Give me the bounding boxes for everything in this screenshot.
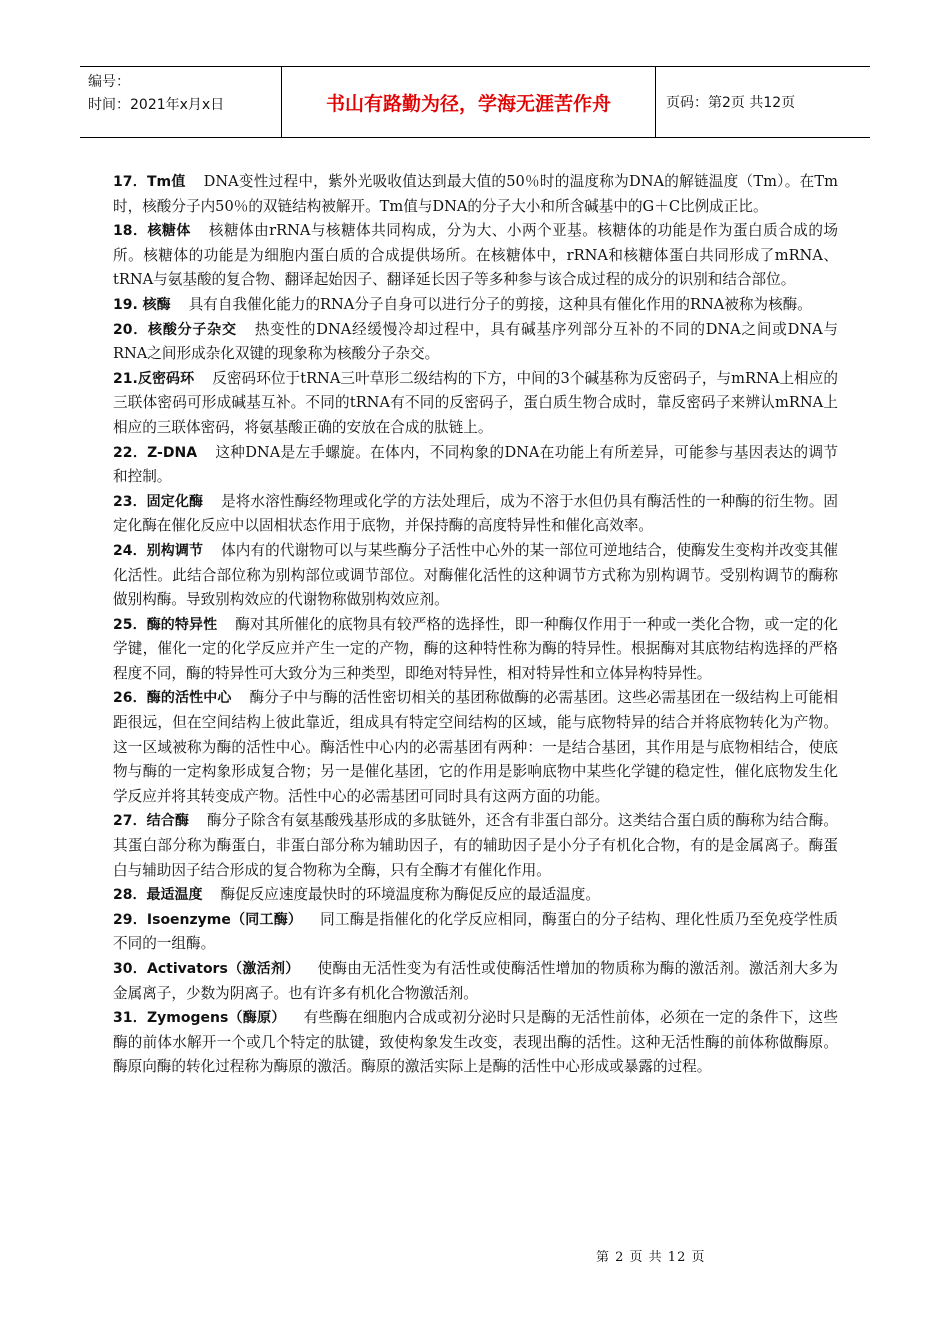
- entry-term: 24．别构调节: [113, 542, 204, 559]
- entry-29: [113, 908, 838, 957]
- entry-text: 热变性的DNA经缓慢冷却过程中，具有碱基序列部分互补的不同的DNA之间或DNA与RNA之间形成杂化双键的现象称为核酸分子杂交。: [113, 320, 839, 363]
- entry-text: 酶分子中与酶的活性密切相关的基团称做酶的必需基团。这些必需基团在一级结构上可能相距很远，但在空间结构上彼此靠近，组成具有特定空间结构的区域，能与底物特异的结合并将底物转化为产物。这一区域被称为酶的活性中心。酶活性中心内的必需基团有两种：一是结合基团，其作用是与底物相结合，使底物与酶的一定构象形成复合物；另一是催化基团，它的作用是影响底物中某些化学键的稳定性，催化底物发生化学反应并将其转变成产物。活性中心的必需基团可同时具有这两方面的功能。: [113, 689, 838, 805]
- entry-text: 反密码环位于tRNA三叶草形二级结构的下方，中间的3个碱基称为反密码子，与mRNA上相应的三联体密码可形成碱基互补。不同的tRNA有不同的反密码子，蛋白质生物合成时，靠反密码子来辨认mRNA上相应的三联体密码，将氨基酸正确的安放在合成的肽链上。: [113, 369, 838, 436]
- entry-23: [113, 490, 838, 539]
- entry-26: [113, 686, 838, 809]
- entry-term: 28．最适温度: [113, 887, 203, 904]
- entry-term: 23．固定化酶: [113, 493, 204, 510]
- entry-28: [113, 883, 838, 908]
- entry-term: 31．Zymogens（酶原）: [113, 1010, 286, 1027]
- time-label: 时间：2021年x月x日: [88, 97, 225, 113]
- entry-text: DNA变性过程中，紫外光吸收值达到最大值的50％时的温度称为DNA的解链温度（Tm）。在Tm时，核酸分子内50％的双链结构被解开。Tm值与DNA的分子大小和所含碱基中的G＋C比例成正比。: [113, 173, 839, 215]
- entry-term: 30．Activators（激活剂）: [113, 961, 300, 977]
- entry-text: 有些酶在细胞内合成或初分泌时只是酶的无活性前体，必须在一定的条件下，这些酶的前体水解开一个或几个特定的肽键，致使构象发生改变，表现出酶的活性。这种无活性酶的前体称做酶原。酶原向酶的转化过程称为酶原的激活。酶原的激活实际上是酶的活性中心形成或暴露的过程。: [113, 1009, 838, 1076]
- entry-term: 29．Isoenzyme（同工酶）: [113, 911, 303, 928]
- entry-text: 酶分子除含有氨基酸残基形成的多肽链外，还含有非蛋白部分。这类结合蛋白质的酶称为结合酶。其蛋白部分称为酶蛋白，非蛋白部分称为辅助因子，有的辅助因子是小分子有机化合物，有的是金属离子。酶蛋白与辅助因子结合形成的复合物称为全酶，只有全酶才有催化作用。: [113, 812, 838, 879]
- page-header: [80, 66, 870, 138]
- entry-text: 体内有的代谢物可以与某些酶分子活性中心外的某一部位可逆地结合，使酶发生变构并改变其催化活性。此结合部位称为别构部位或调节部位。对酶催化活性的这种调节方式称为别构调节。受别构调节的酶称做别构酶。导致别构效应的代谢物称做别构效应剂。: [113, 541, 838, 609]
- entry-text: 核糖体由rRNA与核糖体共同构成，分为大、小两个亚基。核糖体的功能是作为蛋白质合成的场所。核糖体的功能是为细胞内蛋白质的合成提供场所。在核糖体中，rRNA和核糖体蛋白共同形成了mRNA、tRNA与氨基酸的复合物、翻译起始因子、翻译延长因子等多种参与该合成过程的成分的识别和结合部位。: [113, 222, 839, 289]
- entry-text: 具有自我催化能力的RNA分子自身可以进行分子的剪接，这种具有催化作用的RNA被称为核酶。: [188, 295, 812, 313]
- entry-27: [113, 809, 838, 883]
- serial-label: 编号：: [88, 74, 130, 90]
- header-motto: 书山有路勤为径，学海无涯苦作舟: [282, 67, 656, 137]
- entry-text: 同工酶是指催化的化学反应相同，酶蛋白的分子结构、理化性质乃至免疫学性质不同的一组酶。: [113, 910, 838, 953]
- entry-24: [113, 539, 838, 613]
- entry-term: 27．结合酶: [113, 813, 189, 830]
- page-footer: 第 2 页 共 12 页: [596, 1250, 706, 1265]
- entry-31: [113, 1006, 838, 1080]
- entry-30: [113, 957, 838, 1006]
- document-body: [113, 170, 838, 1080]
- entry-term: 22．Z-DNA: [113, 444, 198, 461]
- entry-term: 19. 核酶: [113, 296, 171, 313]
- entry-text: 是将水溶性酶经物理或化学的方法处理后，成为不溶于水但仍具有酶活性的一种酶的衍生物。固定化酶在催化反应中以固相状态作用于底物，并保持酶的高度特异性和催化高效率。: [113, 492, 838, 535]
- entry-text: 使酶由无活性变为有活性或使酶活性增加的物质称为酶的激活剂。激活剂大多为金属离子，少数为阴离子。也有许多有机化合物激活剂。: [113, 960, 838, 1002]
- header-page-info: 页码：第2页 共12页: [666, 95, 796, 111]
- entry-22: [113, 441, 838, 490]
- entry-19: [113, 293, 838, 318]
- entry-text: 这种DNA是左手螺旋。在体内，不同构象的DNA在功能上有所差异，可能参与基因表达的调节和控制。: [113, 443, 838, 486]
- header-meta: [80, 67, 282, 137]
- entry-text: 酶对其所催化的底物具有较严格的选择性，即一种酶仅作用于一种或一类化合物，或一定的化学键，催化一定的化学反应并产生一定的产物，酶的这种特性称为酶的特异性。根据酶对其底物结构选择的严格程度不同，酶的特异性可大致分为三种类型，即绝对特异性，相对特异性和立体异构特异性。: [113, 615, 838, 682]
- entry-20: [113, 318, 838, 367]
- entry-term: 26．酶的活性中心: [113, 690, 232, 707]
- entry-17: [113, 170, 838, 219]
- entry-term: 17．Tm值: [113, 174, 186, 190]
- entry-text: 酶促反应速度最快时的环境温度称为酶促反应的最适温度。: [220, 886, 600, 904]
- entry-21: [113, 367, 838, 441]
- entry-term: 21.反密码环: [113, 370, 195, 387]
- entry-term: 20．核酸分子杂交: [113, 321, 237, 338]
- entry-term: 25．酶的特异性: [113, 616, 218, 633]
- entry-25: [113, 613, 838, 687]
- entry-18: [113, 219, 838, 293]
- entry-term: 18．核糖体: [113, 223, 191, 240]
